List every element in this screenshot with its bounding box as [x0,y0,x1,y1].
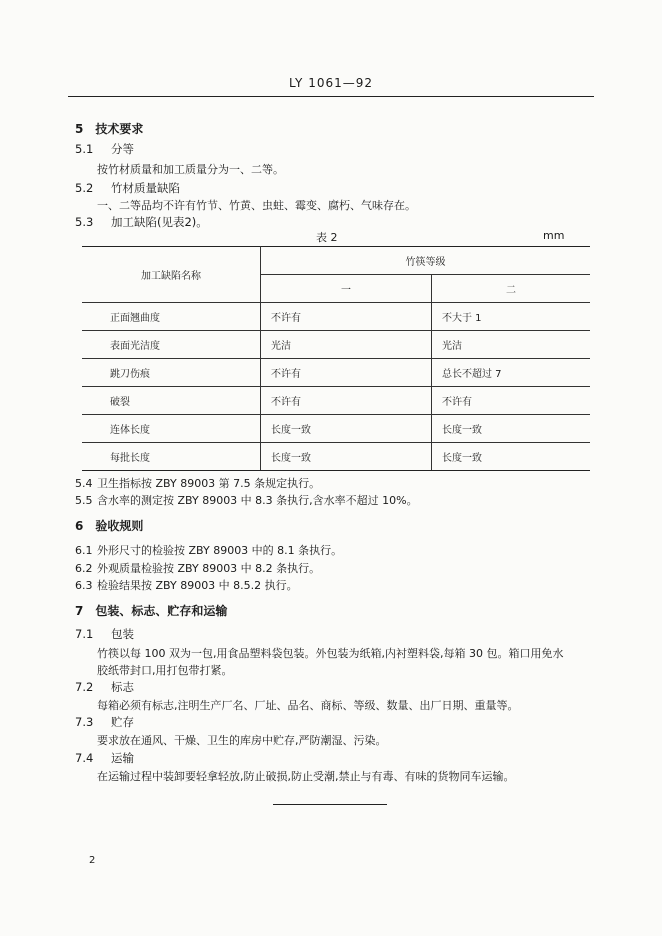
grade-1-value: 不许有 [261,387,432,415]
table-unit: mm [543,229,565,242]
table-row [82,443,590,471]
clause-6-2 [75,560,320,576]
clause-7-4-text: 在运输过程中装卸要轻拿轻放,防止破损,防止受潮,禁止与有毒、有味的货物同车运输。 [97,770,515,783]
grade-1-header: 一 [261,275,432,303]
clause-7-4 [75,750,134,766]
clause-text: 外形尺寸的检验按 ZBY 89003 中的 8.1 条执行。 [97,544,343,557]
clause-6-1 [75,542,342,558]
clause-title: 竹材质量缺陷 [111,181,180,195]
clause-7-2 [75,679,134,695]
table-header-row [82,247,590,275]
clause-text: 卫生指标按 ZBY 89003 第 7.5 条规定执行。 [97,477,321,490]
clause-7-1-text-cont: 胶纸带封口,用打包带打紧。 [97,664,233,677]
section-6-title: 6 验收规则 [75,519,144,533]
clause-number: 6.3 [75,579,93,592]
col-header-defect: 加工缺陷名称 [82,247,261,303]
clause-number: 6.1 [75,544,93,557]
clause-7-3-text: 要求放在通风、干燥、卫生的库房中贮存,严防潮湿、污染。 [97,734,387,747]
clause-7-2-text: 每箱必须有标志,注明生产厂名、厂址、品名、商标、等级、数量、出厂日期、重量等。 [97,699,519,712]
clause-title: 包装 [111,627,134,641]
table-row [82,415,590,443]
defect-name: 每批长度 [82,443,261,471]
grade-2-value: 长度一致 [432,443,591,471]
clause-5-3 [75,214,208,230]
defect-name: 连体长度 [82,415,261,443]
clause-6-3 [75,577,298,593]
section-5-title: 5 技术要求 [75,122,144,136]
grade-2-header: 二 [432,275,591,303]
clause-text: 含水率的测定按 ZBY 89003 中 8.3 条执行,含水率不超过 10%。 [97,494,418,507]
defect-name: 正面翘曲度 [82,303,261,331]
grade-1-value: 长度一致 [261,443,432,471]
grade-2-value: 不大于 1 [432,303,591,331]
clause-number: 5.4 [75,477,93,490]
clause-5-2 [75,180,180,196]
grade-1-value: 光洁 [261,331,432,359]
clause-number: 5.1 [75,142,94,156]
clause-7-1 [75,626,134,642]
page-number: 2 [89,855,96,866]
clause-5-4 [75,475,320,491]
clause-title: 运输 [111,751,134,765]
clause-number: 7.4 [75,751,94,765]
grade-2-value: 光洁 [432,331,591,359]
grade-1-value: 长度一致 [261,415,432,443]
clause-number: 7.1 [75,627,94,641]
grade-2-value: 长度一致 [432,415,591,443]
table-row [82,359,590,387]
clause-7-3 [75,714,134,730]
table-row [82,331,590,359]
clause-7-1-text: 竹筷以每 100 双为一包,用食品塑料袋包装。外包装为纸箱,内衬塑料袋,每箱 30 包。箱口用免水 [97,647,564,660]
clause-number: 5.2 [75,181,94,195]
header-rule [68,96,594,97]
grade-2-value: 不许有 [432,387,591,415]
clause-number: 5.3 [75,215,94,229]
grade-1-value: 不许有 [261,359,432,387]
table-caption: 表 2 [316,231,338,244]
clause-title: 分等 [111,142,134,156]
clause-number: 5.5 [75,494,93,507]
clause-text: 检验结果按 ZBY 89003 中 8.5.2 执行。 [97,579,298,592]
defect-name: 表面光洁度 [82,331,261,359]
clause-title: 加工缺陷(见表2)。 [111,215,208,229]
clause-title: 标志 [111,680,134,694]
clause-title: 贮存 [111,715,134,729]
section-7-title: 7 包装、标志、贮存和运输 [75,604,228,618]
clause-number: 6.2 [75,562,93,575]
clause-5-2-text: 一、二等品均不许有竹节、竹黄、虫蛀、霉变、腐朽、气味存在。 [97,199,416,212]
grade-1-value: 不许有 [261,303,432,331]
clause-number: 7.3 [75,715,94,729]
clause-number: 7.2 [75,680,94,694]
grade-2-value: 总长不超过 7 [432,359,591,387]
table-row [82,303,590,331]
defect-table [82,246,590,471]
clause-5-1-text: 按竹材质量和加工质量分为一、二等。 [97,163,284,176]
end-rule [273,804,387,805]
table-row [82,387,590,415]
clause-5-5 [75,492,418,508]
defect-name: 破裂 [82,387,261,415]
standard-code: LY 1061—92 [288,76,374,90]
defect-name: 跳刀伤痕 [82,359,261,387]
clause-5-1 [75,141,134,157]
clause-text: 外观质量检验按 ZBY 89003 中 8.2 条执行。 [97,562,321,575]
col-header-grade: 竹筷等级 [261,247,591,275]
